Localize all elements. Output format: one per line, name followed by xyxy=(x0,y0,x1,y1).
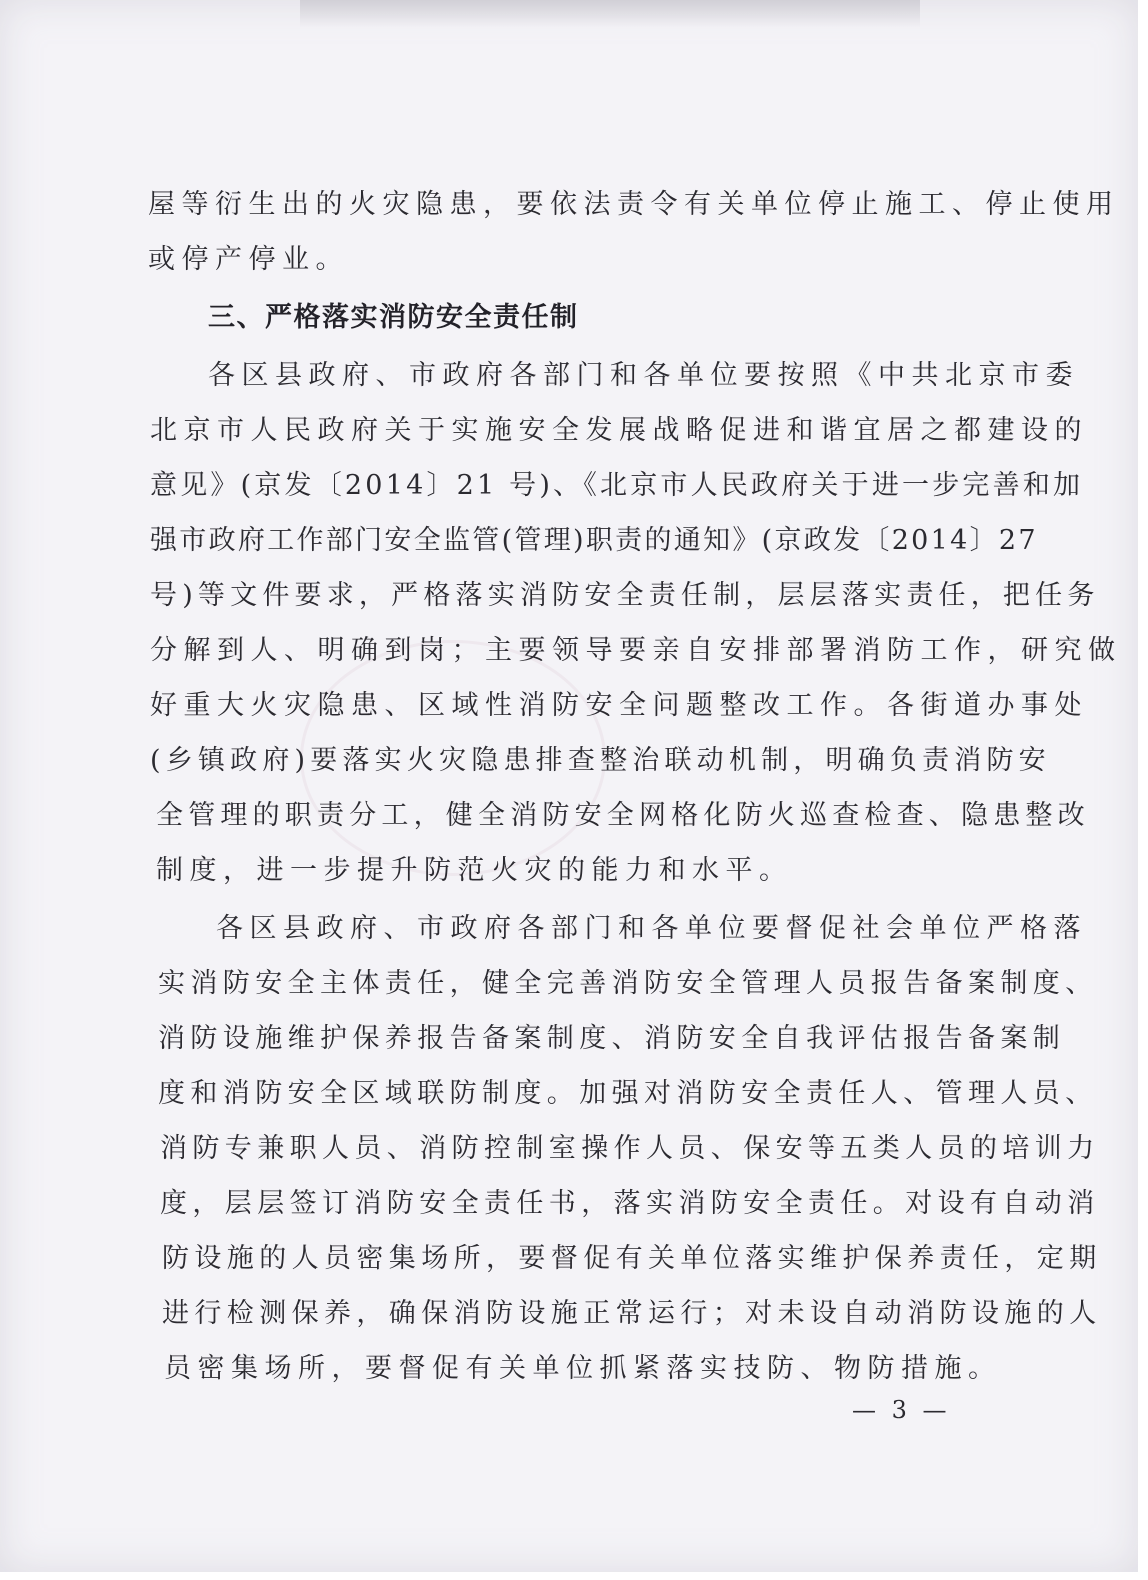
paragraph-line: 全管理的职责分工，健全消防安全网格化防火巡查检查、隐患整改 xyxy=(156,800,1090,831)
paragraph-line: 制度，进一步提升防范火灾的能力和水平。 xyxy=(156,855,793,886)
opening-line: 屋等衍生出的火灾隐患，要依法责令有关单位停止施工、停止使用 xyxy=(148,189,1120,220)
paragraph-line: 号)等文件要求，严格落实消防安全责任制，层层落实责任，把任务 xyxy=(150,580,1100,611)
paragraph-line: 进行检测保养，确保消防设施正常运行；对未设自动消防设施的人 xyxy=(162,1298,1102,1329)
paragraph-line: 各区县政府、市政府各部门和各单位要督促社会单位严格落 xyxy=(216,913,1087,944)
paragraph-line: 度，层层签订消防安全责任书，落实消防安全责任。对设有自动消 xyxy=(160,1188,1100,1219)
paragraph-line: 好重大火灾隐患、区域性消防安全问题整改工作。各街道办事处 xyxy=(150,690,1088,721)
paragraph-line: (乡镇政府)要落实火灾隐患排查整治联动机制，明确负责消防安 xyxy=(150,745,1051,776)
paragraph-line: 防设施的人员密集场所，要督促有关单位落实维护保养责任，定期 xyxy=(162,1243,1102,1274)
paragraph-line: 各区县政府、市政府各部门和各单位要按照《中共北京市委 xyxy=(208,360,1079,391)
paragraph-line: 意见》(京发〔2014〕21 号)、《北京市人民政府关于进一步完善和加 xyxy=(150,470,1084,501)
page-number: — 3 — xyxy=(852,1396,951,1424)
paragraph-line: 度和消防安全区域联防制度。加强对消防安全责任人、管理人员、 xyxy=(158,1078,1098,1109)
paragraph-line: 强市政府工作部门安全监管(管理)职责的通知》(京政发〔2014〕27 xyxy=(150,525,1038,556)
paragraph-line: 员密集场所，要督促有关单位抓紧落实技防、物防措施。 xyxy=(164,1353,1002,1384)
paragraph-line: 分解到人、明确到岗；主要领导要亲自安排部署消防工作，研究做 xyxy=(150,635,1122,666)
paragraph-line: 实消防安全主体责任，健全完善消防安全管理人员报告备案制度、 xyxy=(158,968,1098,999)
paragraph-line: 消防专兼职人员、消防控制室操作人员、保安等五类人员的培训力 xyxy=(160,1133,1100,1164)
paragraph-line: 北京市人民政府关于实施安全发展战略促进和谐宜居之都建设的 xyxy=(150,415,1088,446)
paragraph-line: 消防设施维护保养报告备案制度、消防安全自我评估报告备案制 xyxy=(158,1023,1066,1054)
section-heading: 三、严格落实消防安全责任制 xyxy=(208,302,579,333)
opening-line: 或停产停业。 xyxy=(148,244,349,275)
